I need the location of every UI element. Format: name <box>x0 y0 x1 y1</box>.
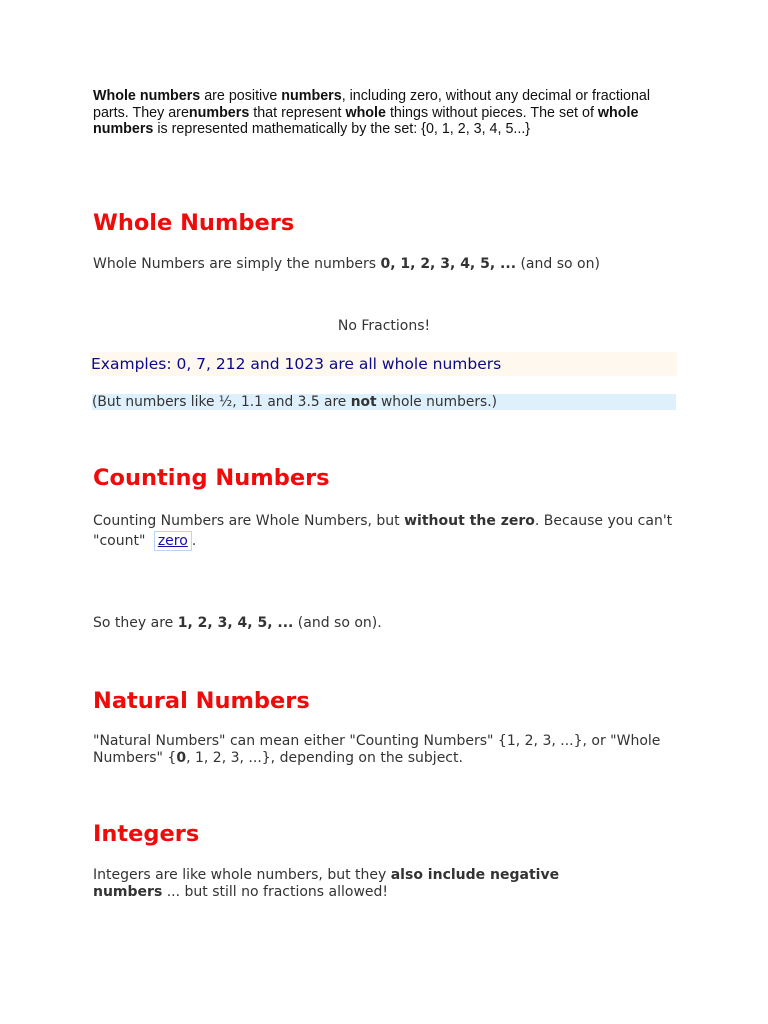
counting-numbers-list <box>93 615 382 632</box>
definition-bold: 0, 1, 2, 3, 4, 5, ... <box>380 256 517 272</box>
note-box <box>92 394 676 410</box>
definition-text: (and so on) <box>516 256 600 272</box>
note-text: whole numbers.) <box>376 394 497 410</box>
note-bold: not <box>350 394 377 410</box>
integers-definition <box>93 867 623 901</box>
intro-bold-text: Whole numbers <box>93 88 201 104</box>
intro-bold-text: whole numbers <box>93 104 639 138</box>
natural-numbers-definition <box>93 733 663 767</box>
intro-text: , including zero, without any decimal or fractional parts. They are <box>93 88 651 121</box>
definition-bold: without the zero <box>404 513 535 529</box>
definition-text: . Because you can't "count" <box>93 513 673 549</box>
definition-text: Integers are like whole numbers, but they <box>93 867 391 883</box>
intro-text: things without pieces. The set of <box>385 104 598 121</box>
counting-numbers-definition <box>93 511 693 551</box>
whole-numbers-definition <box>93 256 600 273</box>
examples-box <box>90 352 677 376</box>
whole-numbers-heading: Whole Numbers <box>93 210 295 236</box>
list-text: (and so on). <box>293 615 382 631</box>
list-text: So they are <box>93 615 178 631</box>
intro-bold-text: whole <box>345 104 386 121</box>
intro-text: is represented mathematically by the set: {0, 1, 2, 3, 4, 5...} <box>153 121 531 138</box>
definition-text: "Natural Numbers" can mean either "Counting Numbers" {1, 2, 3, ...}, or "Whole Numbers" { <box>93 733 661 766</box>
examples-text: Examples: 0, 7, 212 and 1023 are all whole numbers <box>91 355 502 373</box>
zero-link[interactable]: zero <box>154 531 192 551</box>
intro-text: are positive <box>200 88 282 104</box>
definition-text: ... but still no fractions allowed! <box>162 884 389 900</box>
definition-text: Counting Numbers are Whole Numbers, but <box>93 513 405 529</box>
integers-heading: Integers <box>93 821 200 847</box>
no-fractions-text: No Fractions! <box>337 318 431 334</box>
definition-text: Whole Numbers are simply the numbers <box>93 256 381 272</box>
definition-bold: 0 <box>176 750 187 766</box>
definition-text: , 1, 2, 3, ...}, depending on the subject. <box>186 750 463 766</box>
counting-numbers-heading: Counting Numbers <box>93 465 330 491</box>
list-bold: 1, 2, 3, 4, 5, ... <box>177 615 294 631</box>
intro-bold-text: numbers <box>281 88 342 104</box>
natural-numbers-heading: Natural Numbers <box>93 688 310 714</box>
intro-bold-text: numbers <box>188 104 250 121</box>
definition-bold: also include negative numbers <box>93 867 560 900</box>
definition-text: . <box>191 533 197 549</box>
note-text: (But numbers like ½, 1.1 and 3.5 are <box>92 394 351 410</box>
intro-paragraph <box>93 88 683 138</box>
intro-text: that represent <box>249 104 346 121</box>
